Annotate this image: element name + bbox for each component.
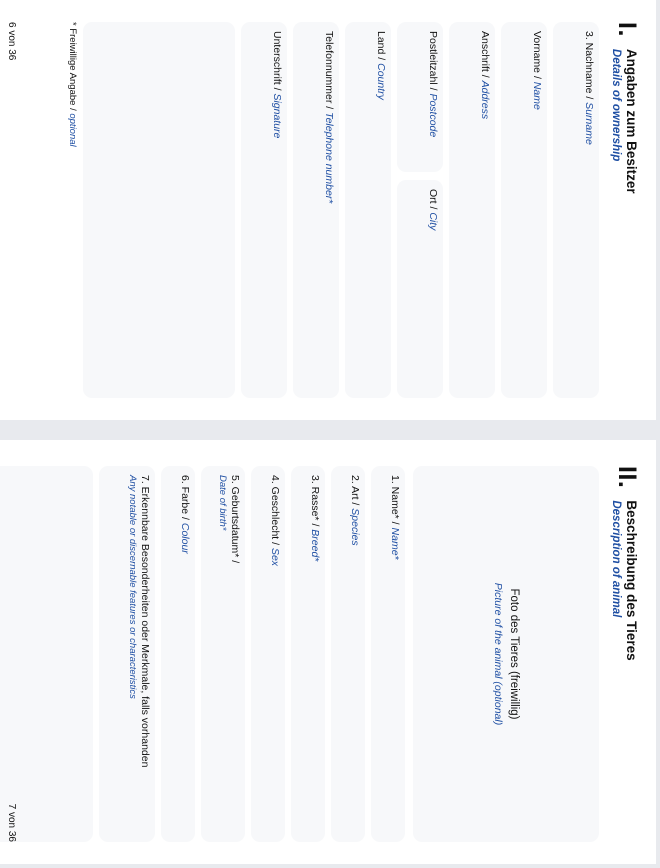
species-label: 2. Art / Species <box>348 475 361 546</box>
section-title-de: Angaben zum Besitzer <box>624 48 639 194</box>
field-first-name[interactable] <box>501 22 547 398</box>
page-number-right: 7 von 36 <box>6 803 17 842</box>
colour-label: 6. Farbe / Colour <box>178 475 191 554</box>
field-breed[interactable] <box>291 466 325 842</box>
section-number: I. <box>613 22 641 37</box>
field-country[interactable] <box>345 22 391 398</box>
footnote-optional: * Freiwillige Angabe / optional <box>66 22 78 147</box>
field-address[interactable] <box>449 22 495 398</box>
breed-label: 3. Rasse* / Breed* <box>308 475 321 562</box>
animal-photo-caption: Foto des Tieres (freiwillig) Picture of the animal (optional) <box>492 582 520 726</box>
date-of-birth-label: 5. Geburtsdatum* / Date of birth* <box>216 475 241 564</box>
address-label: Anschrift / Address <box>478 31 491 120</box>
notable-features-label: 7. Erkennbare Besonderheiten oder Merkmale, falls vorhanden Any notable or discernable features or characteristics <box>126 475 151 768</box>
city-label: Ort / City <box>426 189 439 231</box>
section-heading-animal <box>609 466 640 842</box>
first-name-label: Vorname / Name <box>530 31 543 110</box>
page-number-left: 6 von 36 <box>6 22 17 61</box>
field-sex[interactable] <box>251 466 285 842</box>
field-surname[interactable] <box>553 22 599 398</box>
page-owner-details <box>0 0 656 420</box>
surname-label: 3. Nachname / Surname <box>582 31 595 145</box>
section-title-en: Details of ownership <box>610 48 623 162</box>
field-signature[interactable] <box>241 22 287 398</box>
section-number-animal: II. <box>613 466 641 489</box>
field-animal-name[interactable] <box>371 466 405 842</box>
field-telephone[interactable] <box>293 22 339 398</box>
animal-name-label: 1. Name* / Name* <box>388 475 401 560</box>
field-postcode[interactable] <box>397 22 443 172</box>
field-city[interactable] <box>397 180 443 398</box>
field-species[interactable] <box>331 466 365 842</box>
sex-label: 4. Geschlecht / Sex <box>268 475 281 567</box>
field-notable-features[interactable] <box>99 466 155 842</box>
section-title-animal-en: Description of animal <box>610 500 623 618</box>
signature-label: Unterschrift / Signature <box>270 31 283 139</box>
signature-area[interactable] <box>83 22 235 398</box>
field-colour[interactable] <box>161 466 195 842</box>
telephone-label: Telefonnummer / Telephone number* <box>322 31 335 204</box>
animal-photo-placeholder[interactable] <box>413 466 599 842</box>
postcode-label: Postleitzahl / Postcode <box>426 31 439 138</box>
field-postcode-city-row <box>397 22 443 398</box>
country-label: Land / Country <box>374 31 387 100</box>
section-heading-ownership <box>609 22 640 398</box>
page-animal-description <box>0 440 656 864</box>
field-date-of-birth[interactable] <box>201 466 245 842</box>
notable-features-area[interactable] <box>0 466 93 842</box>
page-gutter <box>0 420 656 440</box>
section-title-animal-de: Beschreibung des Tieres <box>624 500 639 661</box>
